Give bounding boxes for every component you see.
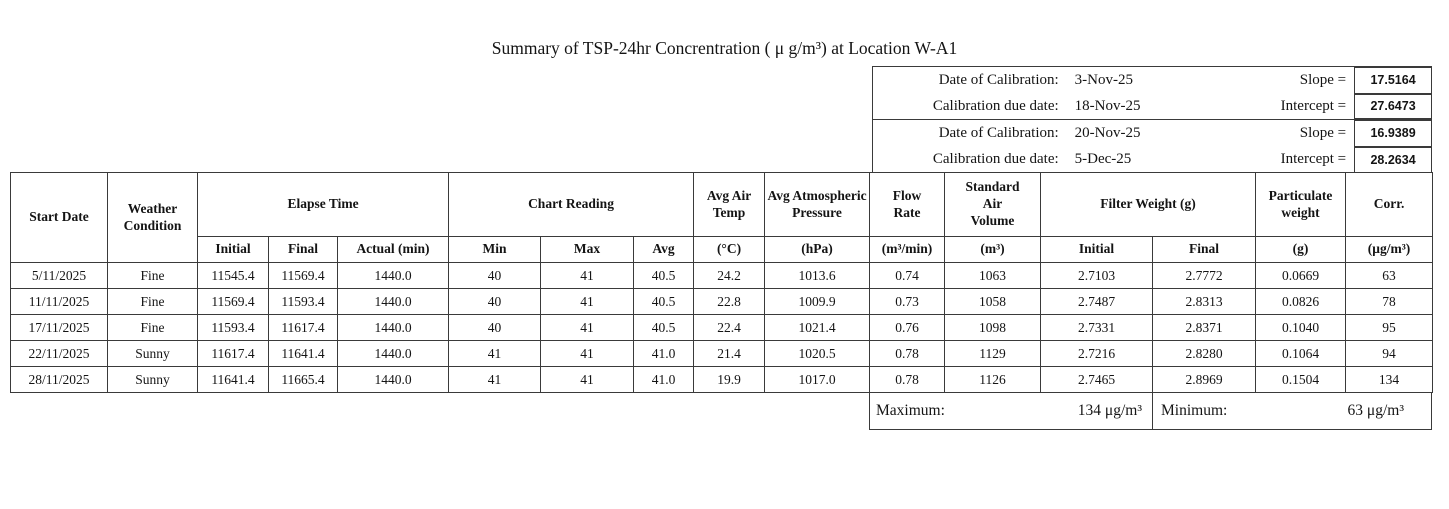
table-cell: 11641.4 (198, 367, 269, 393)
table-cell: 41.0 (634, 341, 694, 367)
maximum-label: Maximum: (876, 401, 945, 419)
maximum-value: 134 μg/m³ (1077, 401, 1142, 419)
table-cell: 1021.4 (765, 315, 870, 341)
table-cell: 2.7103 (1041, 263, 1153, 289)
minimum-label: Minimum: (1161, 401, 1228, 419)
col-header-elapse-time: Elapse Time (198, 173, 449, 237)
col-header-start-date: Start Date (11, 173, 108, 263)
table-cell: 0.1504 (1256, 367, 1346, 393)
table-row (11, 367, 1433, 393)
table-cell: 28/11/2025 (11, 367, 108, 393)
table-cell: Sunny (108, 341, 198, 367)
table-cell: 40 (449, 315, 541, 341)
col-header-particulate-weight: Particulate weight (1256, 173, 1346, 237)
table-cell: 0.0669 (1256, 263, 1346, 289)
slope-value: 17.5164 (1354, 67, 1432, 94)
calibration-due-label: Calibration due date: (932, 97, 1059, 114)
minimum-value: 63 μg/m³ (1347, 401, 1404, 419)
table-cell: 78 (1346, 289, 1433, 315)
intercept-label: Intercept = (1280, 151, 1347, 168)
header-unit-row (11, 237, 1433, 263)
table-cell: 63 (1346, 263, 1433, 289)
table-row (11, 341, 1433, 367)
table-cell: Fine (108, 263, 198, 289)
table-cell: 41.0 (634, 367, 694, 393)
table-cell: Sunny (108, 367, 198, 393)
calibration-date-label: Date of Calibration: (938, 124, 1059, 141)
header-group-row (11, 173, 1433, 237)
table-row (11, 289, 1433, 315)
table-cell: 1020.5 (765, 341, 870, 367)
calibration-date-label: Date of Calibration: (938, 71, 1059, 88)
calibration-date-value: 3-Nov-25 (1074, 71, 1133, 88)
table-cell: 2.7772 (1153, 263, 1256, 289)
subheader-corr-unit: (μg/m³) (1346, 237, 1433, 263)
table-cell: 11665.4 (269, 367, 338, 393)
table-cell: 41 (449, 367, 541, 393)
table-cell: 5/11/2025 (11, 263, 108, 289)
col-header-corr: Corr. (1346, 173, 1433, 237)
subheader-elapse-final: Final (269, 237, 338, 263)
table-cell: 21.4 (694, 341, 765, 367)
table-cell: 1063 (945, 263, 1041, 289)
table-cell: 11617.4 (198, 341, 269, 367)
table-cell: 2.8969 (1153, 367, 1256, 393)
table-cell: 2.7487 (1041, 289, 1153, 315)
table-cell: 11641.4 (269, 341, 338, 367)
maximum-cell (869, 392, 1152, 430)
table-cell: 41 (541, 289, 634, 315)
table-cell: 1009.9 (765, 289, 870, 315)
subheader-chart-avg: Avg (634, 237, 694, 263)
table-cell: 41 (541, 341, 634, 367)
table-cell: 11617.4 (269, 315, 338, 341)
table-cell: 1440.0 (338, 341, 449, 367)
table-cell: 0.78 (870, 367, 945, 393)
table-cell: 2.8280 (1153, 341, 1256, 367)
table-cell: 1098 (945, 315, 1041, 341)
calibration-block (872, 66, 1432, 172)
table-cell: 40.5 (634, 263, 694, 289)
table-cell: 22.4 (694, 315, 765, 341)
subheader-filter-final: Final (1153, 237, 1256, 263)
table-cell: 95 (1346, 315, 1433, 341)
intercept-value: 27.6473 (1354, 94, 1432, 120)
table-cell: 41 (541, 367, 634, 393)
table-cell: 0.74 (870, 263, 945, 289)
table-cell: 1440.0 (338, 367, 449, 393)
col-header-weather-condition: Weather Condition (108, 173, 198, 263)
col-header-flow-rate: Flow Rate (870, 173, 945, 237)
col-header-chart-reading: Chart Reading (449, 173, 694, 237)
minimum-cell (1152, 392, 1432, 430)
table-cell: 2.8371 (1153, 315, 1256, 341)
intercept-label: Intercept = (1280, 97, 1347, 114)
slope-value: 16.9389 (1354, 120, 1432, 147)
table-cell: 0.73 (870, 289, 945, 315)
table-cell: 11593.4 (198, 315, 269, 341)
table-cell: 1017.0 (765, 367, 870, 393)
subheader-chart-min: Min (449, 237, 541, 263)
table-cell: 1440.0 (338, 315, 449, 341)
table-cell: 0.1064 (1256, 341, 1346, 367)
subheader-particulate-unit: (g) (1256, 237, 1346, 263)
subheader-pressure-unit: (hPa) (765, 237, 870, 263)
page-title: Summary of TSP-24hr Concrentration ( μ g/m³) at Location W-A1 (491, 38, 958, 58)
table-cell: 0.0826 (1256, 289, 1346, 315)
table-cell: 11569.4 (198, 289, 269, 315)
table-cell: 1440.0 (338, 289, 449, 315)
table-cell: 41 (449, 341, 541, 367)
table-cell: 0.78 (870, 341, 945, 367)
table-cell: 41 (541, 263, 634, 289)
table-cell: 40 (449, 289, 541, 315)
table-row (11, 315, 1433, 341)
intercept-value: 28.2634 (1354, 147, 1432, 174)
table-cell: 1013.6 (765, 263, 870, 289)
table-cell: 22/11/2025 (11, 341, 108, 367)
col-header-avg-air-temp: Avg Air Temp (694, 173, 765, 237)
table-cell: 11545.4 (198, 263, 269, 289)
slope-label: Slope = (1299, 71, 1347, 88)
table-cell: 134 (1346, 367, 1433, 393)
col-header-avg-atmospheric-pressure: Avg Atmospheric Pressure (765, 173, 870, 237)
table-cell: 11593.4 (269, 289, 338, 315)
calibration-due-value: 5-Dec-25 (1074, 151, 1132, 168)
summary-table-body (11, 263, 1433, 393)
table-cell: 0.76 (870, 315, 945, 341)
calibration-due-label: Calibration due date: (932, 151, 1059, 168)
table-cell: 1129 (945, 341, 1041, 367)
table-cell: 40.5 (634, 289, 694, 315)
table-cell: 0.1040 (1256, 315, 1346, 341)
summary-table (10, 172, 1433, 393)
calibration-row (873, 94, 1432, 121)
table-cell: 17/11/2025 (11, 315, 108, 341)
table-cell: Fine (108, 289, 198, 315)
table-cell: 11/11/2025 (11, 289, 108, 315)
summary-footer (869, 392, 1432, 430)
calibration-row (873, 120, 1432, 147)
table-cell: 40.5 (634, 315, 694, 341)
subheader-elapse-initial: Initial (198, 237, 269, 263)
table-cell: 94 (1346, 341, 1433, 367)
col-header-standard-air-volume: Standard Air Volume (945, 173, 1041, 237)
slope-label: Slope = (1299, 124, 1347, 141)
calibration-row (873, 147, 1432, 174)
table-cell: 2.8313 (1153, 289, 1256, 315)
table-cell: 1126 (945, 367, 1041, 393)
calibration-date-value: 20-Nov-25 (1074, 124, 1141, 141)
table-cell: 22.8 (694, 289, 765, 315)
table-cell: 1440.0 (338, 263, 449, 289)
calibration-row (873, 67, 1432, 94)
table-cell: 1058 (945, 289, 1041, 315)
col-header-filter-weight: Filter Weight (g) (1041, 173, 1256, 237)
table-cell: 19.9 (694, 367, 765, 393)
subheader-chart-max: Max (541, 237, 634, 263)
subheader-filter-initial: Initial (1041, 237, 1153, 263)
table-cell: 40 (449, 263, 541, 289)
subheader-flow-rate-unit: (m³/min) (870, 237, 945, 263)
table-cell: Fine (108, 315, 198, 341)
subheader-temp-unit: (°C) (694, 237, 765, 263)
table-cell: 2.7331 (1041, 315, 1153, 341)
table-cell: 41 (541, 315, 634, 341)
table-cell: 11569.4 (269, 263, 338, 289)
table-cell: 24.2 (694, 263, 765, 289)
table-cell: 2.7465 (1041, 367, 1153, 393)
subheader-elapse-actual: Actual (min) (338, 237, 449, 263)
table-cell: 2.7216 (1041, 341, 1153, 367)
table-row (11, 263, 1433, 289)
subheader-volume-unit: (m³) (945, 237, 1041, 263)
calibration-due-value: 18-Nov-25 (1074, 97, 1141, 114)
